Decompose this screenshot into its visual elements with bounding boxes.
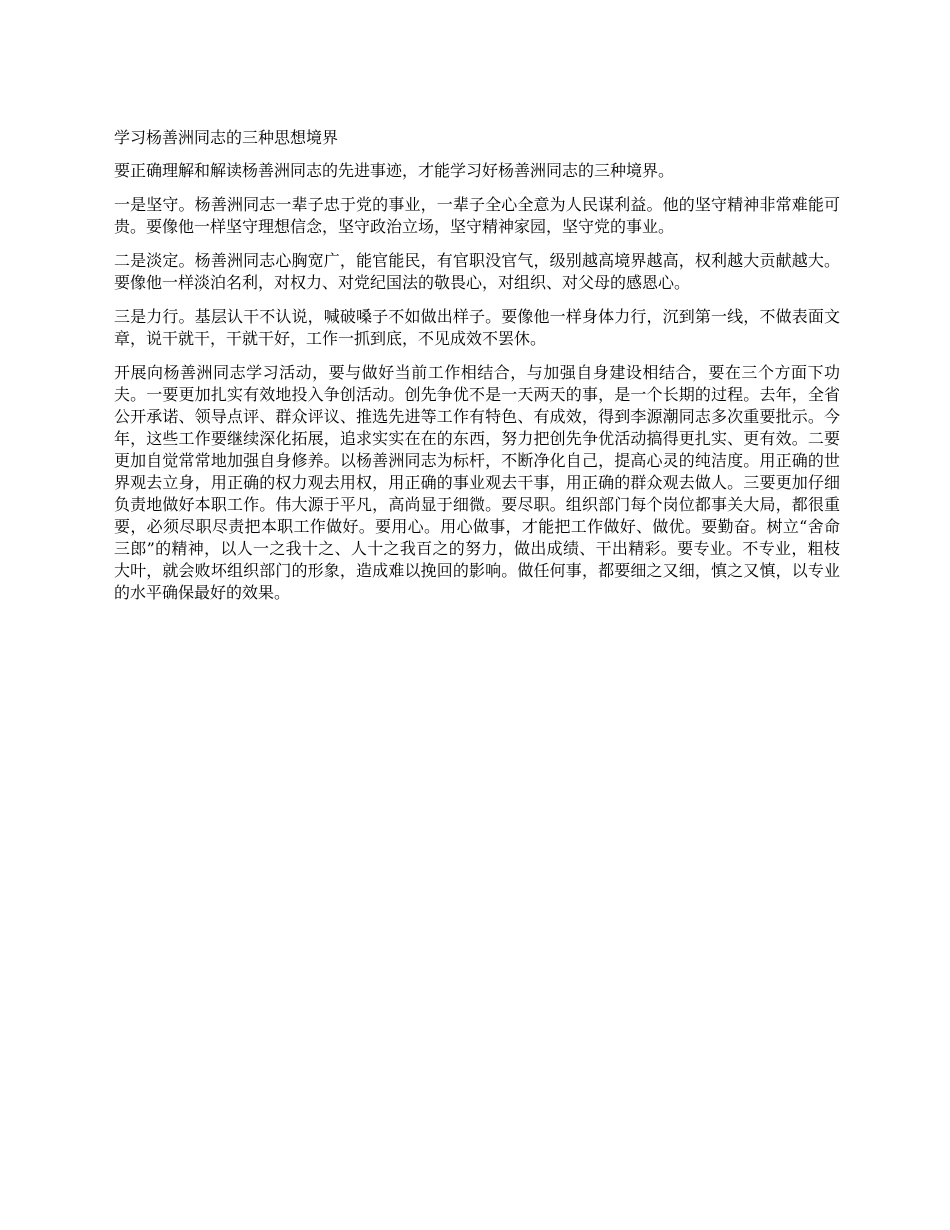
paragraph-practice: 三是力行。基层认干不认说，喊破嗓子不如做出样子。要像他一样身体力行，沉到第一线，不做表面文章，说干就干，干就干好，工作一抓到底，不见成效不罢休。 xyxy=(114,307,840,348)
paragraph-activities: 开展向杨善洲同志学习活动，要与做好当前工作相结合，与加强自身建设相结合，要在三个方面下功夫。一要更加扎实有效地投入争创活动。创先争优不是一天两天的事，是一个长期的过程。去年，全省公开承诺、领导点评、群众评议、推选先进等工作有特色、有成效，得到李源潮同志多次重要批示。今年，这些工作要继续深化拓展，追求实实在在的东西，努力把创先争优活动搞得更扎实、更有效。二要更加自觉常常地加强自身修养。以杨善洲同志为标杆，不断净化自己，提高心灵的纯洁度。用正确的世界观去立身，用正确的权力观去用权，用正确的事业观去干事，用正确的群众观去做人。三要更加仔细负责地做好本职工作。伟大源于平凡，高尚显于细微。要尽职。组织部门每个岗位都事关大局，都很重要，必须尽职尽责把本职工作做好。要用心。用心做事，才能把工作做好、做优。要勤奋。树立“舍命三郎”的精神，以人一之我十之、人十之我百之的努力，做出成绩、干出精彩。要专业。不专业，粗枝大叶，就会败坏组织部门的形象，造成难以挽回的影响。做任何事，都要细之又细，慎之又慎，以专业的水平确保最好的效果。 xyxy=(114,363,840,602)
document-page xyxy=(114,127,840,616)
paragraph-composure: 二是淡定。杨善洲同志心胸宽广，能官能民，有官职没官气，级别越高境界越高，权利越大贡献越大。要像他一样淡泊名利，对权力、对党纪国法的敬畏心，对组织、对父母的感恩心。 xyxy=(114,251,840,292)
paragraph-intro: 要正确理解和解读杨善洲同志的先进事迹，才能学习好杨善洲同志的三种境界。 xyxy=(114,161,675,180)
document-title: 学习杨善洲同志的三种思想境界 xyxy=(114,128,339,147)
paragraph-steadfast: 一是坚守。杨善洲同志一辈子忠于党的事业，一辈子全心全意为人民谋利益。他的坚守精神非常难能可贵。要像他一样坚守理想信念，坚守政治立场，坚守精神家园，坚守党的事业。 xyxy=(114,195,840,236)
